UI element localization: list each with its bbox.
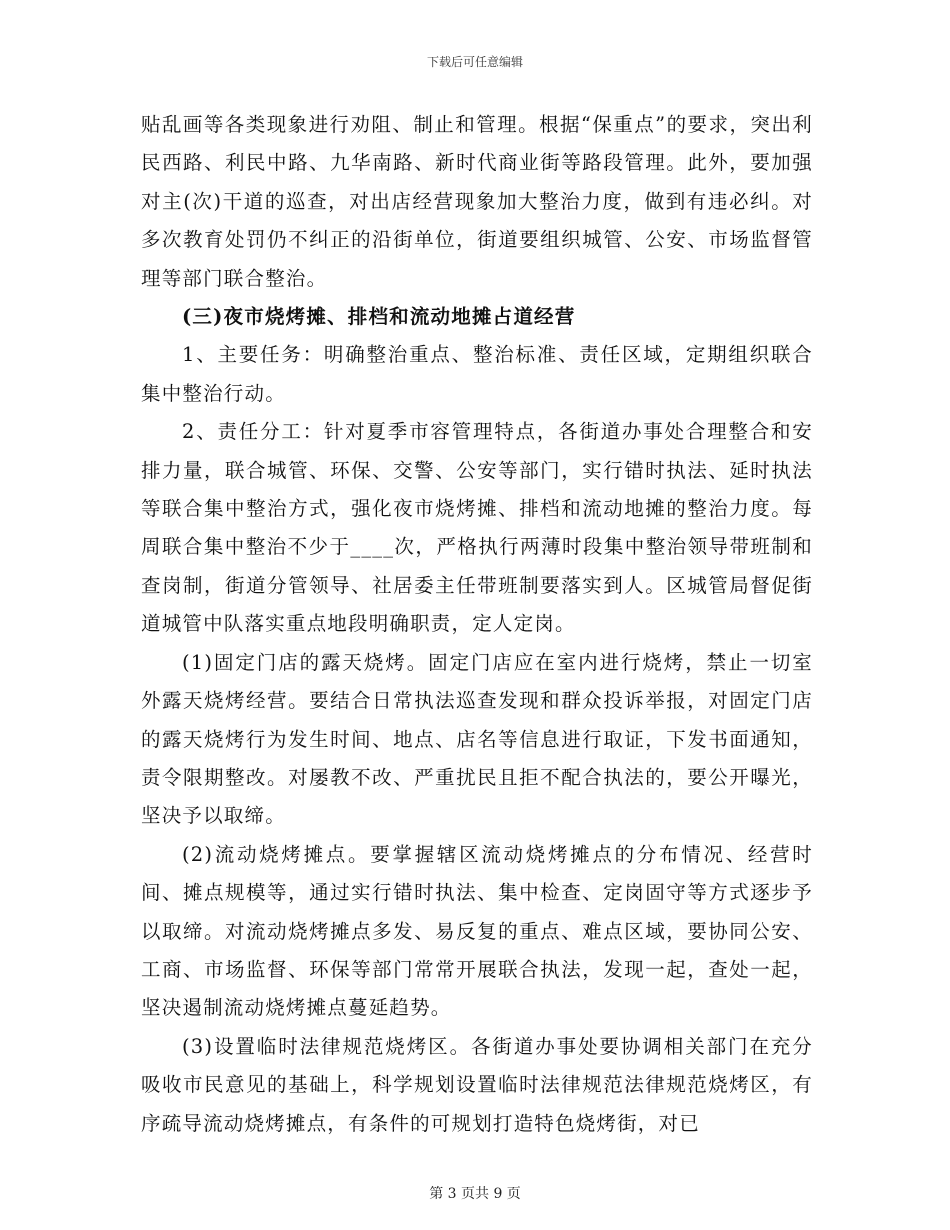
paragraph-temporary-bbq-zone: (3)设置临时法律规范烧烤区。各街道办事处要协调相关部门在充分吸收市民意见的基础上，科学规划设置临时法律规范法律规范烧烤区，有序疏导流动烧烤摊点，有条件的可规划打造特色烧烤街，对已 [141, 1034, 813, 1135]
paragraph-responsibility: 2、责任分工：针对夏季市容管理特点，各街道办事处合理整合和安排力量，联合城管、环保、交警、公安等部门，实行错时执法、延时执法等联合集中整治方式，强化夜市烧烤摊、排档和流动地摊的整治力度。每周联合集中整治不少于____次，严格执行两薄时段集中整治领导带班制和查岗制，街道分管领导、社居委主任带班制要落实到人。区城管局督促街道城管中队落实重点地段明确职责，定人定岗。 [141, 420, 813, 636]
paragraph-fixed-store-bbq: (1)固定门店的露天烧烤。固定门店应在室内进行烧烤，禁止一切室外露天烧烤经营。要结合日常执法巡查发现和群众投诉举报，对固定门店的露天烧烤行为发生时间、地点、店名等信息进行取证，下发书面通知，责令限期整改。对屡教不改、严重扰民且拒不配合执法的，要公开曝光，坚决予以取缔。 [141, 650, 813, 828]
paragraph-mobile-bbq-stalls: (2)流动烧烤摊点。要掌握辖区流动烧烤摊点的分布情况、经营时间、摊点规模等，通过实行错时执法、集中检查、定岗固守等方式逐步予以取缔。对流动烧烤摊点多发、易反复的重点、难点区域，要协同公安、工商、市场监督、环保等部门常常开展联合执法，发现一起，查处一起，坚决遏制流动烧烤摊点蔓延趋势。 [141, 842, 813, 1020]
page-header: 下载后可任意编辑 [426, 55, 523, 69]
document-body [141, 106, 813, 1143]
paragraph-main-task: 1、主要任务：明确整治重点、整治标准、责任区域，定期组织联合集中整治行动。 [141, 343, 813, 405]
page-footer: 第 3 页共 9 页 [429, 1186, 521, 1202]
paragraph-continuation: 贴乱画等各类现象进行劝阻、制止和管理。根据“保重点”的要求，突出利民西路、利民中路、九华南路、新时代商业街等路段管理。此外，要加强对主(次)干道的巡查，对出店经营现象加大整治力度，做到有违必纠。对多次教育处罚仍不纠正的沿街单位，街道要组织城管、公安、市场监督管理等部门联合整治。 [141, 113, 813, 290]
section-heading: (三)夜市烧烤摊、排档和流动地摊占道经营 [182, 305, 576, 329]
